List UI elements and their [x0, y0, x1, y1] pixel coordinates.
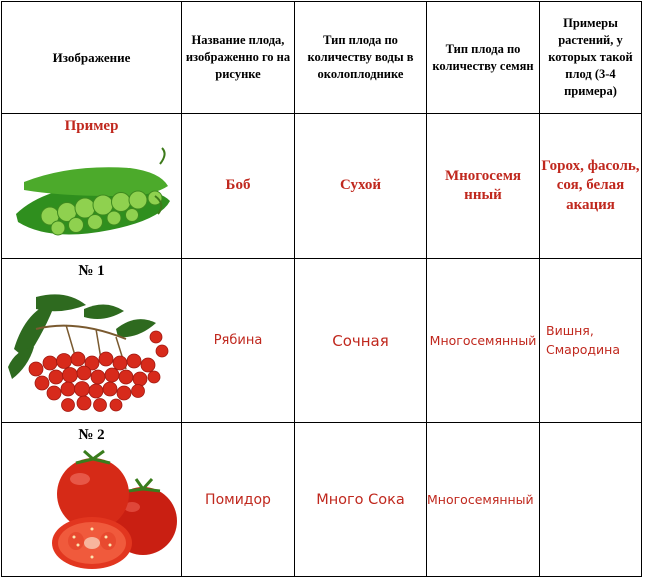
image-cell [2, 114, 182, 259]
fruit-name-cell: Помидор [182, 423, 295, 577]
row-label: № 2 [78, 427, 105, 443]
water-type-cell: Сухой [295, 114, 427, 259]
fruit-name-cell: Боб [182, 114, 295, 259]
image-cell [2, 259, 182, 423]
water-type-cell: Много Сока [295, 423, 427, 577]
tomato-icon [48, 449, 183, 574]
rowan-berries-icon [6, 289, 171, 419]
header-water-type: Тип плода по количеству воды в околоплоднике [295, 2, 427, 114]
header-fruit-name: Название плода, изображенно го на рисунке [182, 2, 295, 114]
peas-icon [10, 146, 175, 251]
seed-type-cell: Многосемянный [427, 259, 540, 423]
header-row [2, 2, 642, 114]
image-cell [2, 423, 182, 577]
row-label: № 1 [78, 263, 105, 279]
examples-cell: Горох, фасоль, соя, белая акация [540, 114, 642, 259]
header-examples: Примеры растений, у которых такой плод (3-4 примера) [540, 2, 642, 114]
water-type-cell: Сочная [295, 259, 427, 423]
row-label: Пример [64, 118, 119, 134]
seed-type-cell: Многосемянный [427, 423, 540, 577]
fruit-name-cell: Рябина [182, 259, 295, 423]
header-image: Изображение [2, 2, 182, 114]
fruit-table [1, 1, 642, 577]
table-row [2, 259, 642, 423]
examples-cell: Вишня, Смародина [540, 259, 642, 423]
examples-cell [540, 423, 642, 577]
header-seed-type: Тип плода по количеству семян [427, 2, 540, 114]
seed-type-cell: Многосемя нный [427, 114, 540, 259]
table-row [2, 423, 642, 577]
table-row [2, 114, 642, 259]
